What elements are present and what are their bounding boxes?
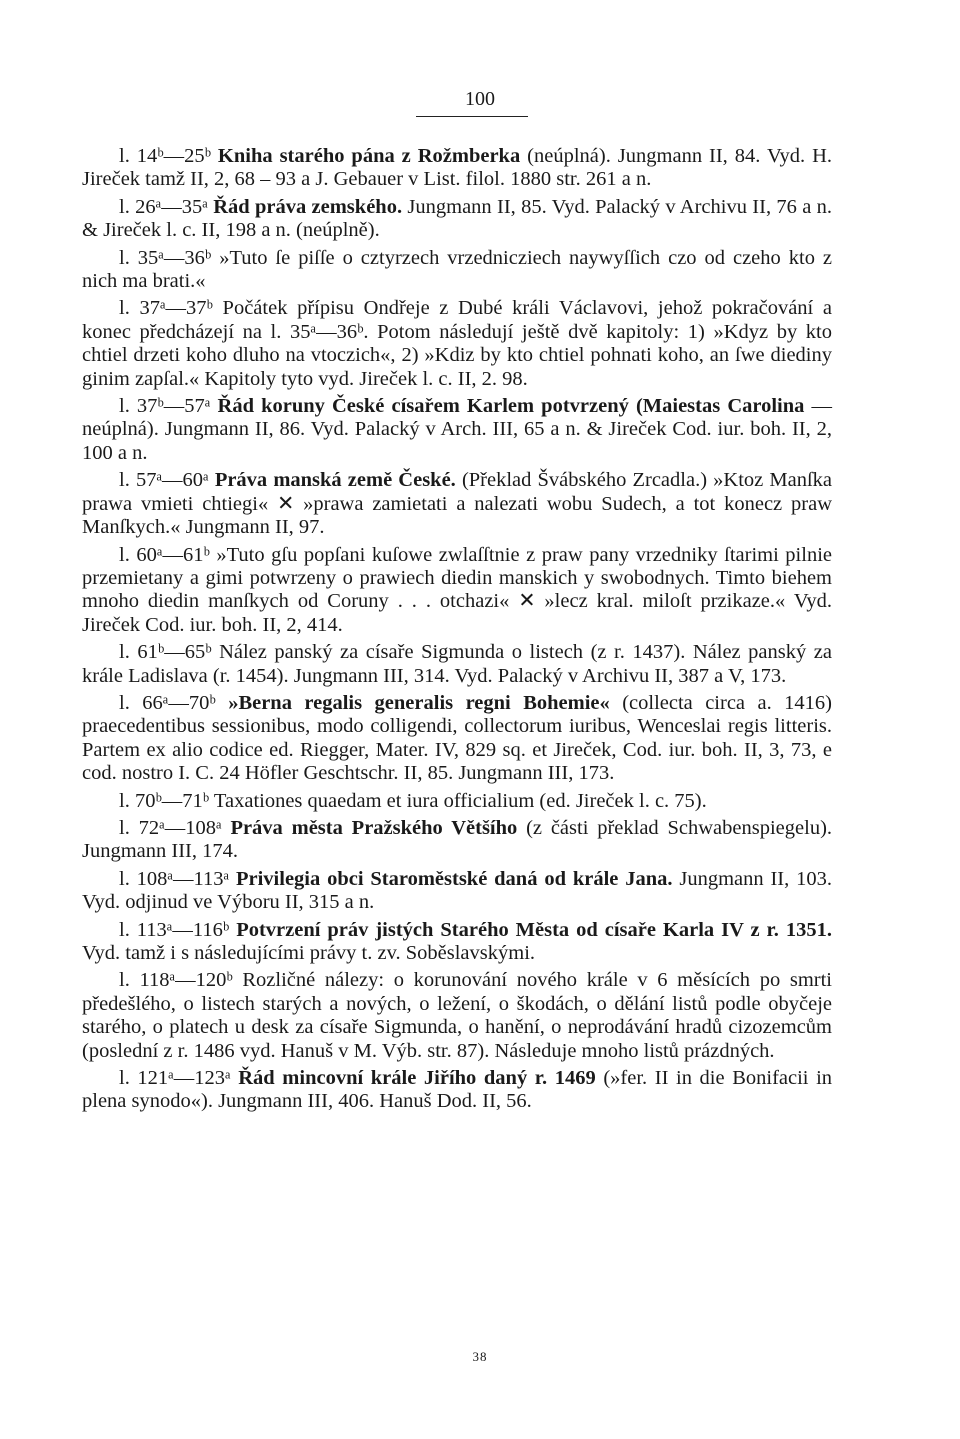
entry-text: Rozličné nálezy: o korunování nového krále v 6 měsících po smrti předešlého, o listech starých a nových, o ležení, o škodách, o dělání listů podle obyčeje starého, o platech u desk za císaře Sigmunda, o hanění, o neprodávání hradů cizozemcům (poslední z r. 1486 vyd. Hanuš v M. Výb. str. 87). Následuje mnoho listů prázdných.	[82, 969, 833, 1062]
folio-range: l. 14ᵇ—25ᵇ	[119, 145, 211, 167]
entry-title: Řád mincovní krále Jiřího daný r. 1469	[238, 1067, 596, 1090]
entry-title: Řád práva zemského.	[213, 195, 403, 218]
catalog-entry	[82, 641, 832, 688]
entry-text: Jungmann II, 85. Vyd. Palacký v Archivu II, 76 a n. & Jireček l. c. II, 198 a n. (neúplně).	[82, 195, 833, 242]
catalog-entry	[82, 395, 832, 465]
folio-range: l. 66ᵃ—70ᵇ	[119, 691, 216, 714]
catalog-entry	[82, 692, 832, 786]
folio-range: l. 113ᵃ—116ᵇ	[119, 918, 230, 941]
folio-range: l. 72ᵃ—108ᵃ	[119, 816, 222, 839]
entry-title: Práva manská země České.	[214, 469, 456, 492]
catalog-entry	[82, 196, 832, 243]
entry-title: Kniha starého pána z Rožmberka	[217, 145, 521, 167]
catalog-entry	[82, 790, 832, 813]
entry-text: (neúplná). Jungmann II, 84. Vyd. H. Jireček tamž II, 2, 68 – 93 a J. Gebauer v List. filol. 1880 str. 261 a n.	[82, 145, 832, 191]
entry-title: Řád koruny České císařem Karlem potvrzený (Maiestas Carolina	[217, 395, 805, 418]
entry-text: Vyd. tamž i s následujícími právy t. zv. Soběslavskými.	[82, 942, 536, 964]
catalog-entry	[82, 469, 832, 539]
entry-text: »Tuto gſu popſani kuſowe zwlaſſtnie z praw pany vrzedniky ſtarimi pilnie przemietany a gimi potwrzeny o prawiech diedin manskich y swobodnych. Timto biehem mnoho diedin manſkych od Coruny . . . otchazi« ✕ »lecz kral. miloſt przikaze.« Vyd. Jireček Cod. iur. boh. II, 2, 414.	[82, 543, 832, 636]
folio-range: l. 70ᵇ—71ᵇ	[119, 789, 210, 812]
entry-text: (collecta circa a. 1416) praecedentibus sessionibus, modo colligendi, collectorum iuribus, Wenceslai regis litteris. Partem ex alio codice ed. Riegger, Mater. IV, 829 sq. et Jireček, Cod. iur. boh. II, 3, 73, e cod. nostro I. C. 24 Höfler Geschtschr. II, 85. Jungmann III, 173.	[82, 691, 832, 785]
catalog-entry	[82, 969, 832, 1063]
entry-text: (»fer. II in die Bonifacii in plena synodo«). Jungmann III, 406. Hanuš Dod. II, 56.	[82, 1067, 833, 1113]
entry-title: »Berna regalis generalis regni Bohemie«	[228, 691, 610, 714]
folio-range: l. 37ᵇ—57ᵃ	[119, 395, 211, 418]
folio-range: l. 60ᵃ—61ᵇ	[119, 543, 210, 566]
entry-title: Privilegia obci Staroměstské daná od krále Jana.	[235, 867, 673, 890]
catalog-entry	[82, 297, 832, 391]
folio-range: l. 61ᵇ—65ᵇ	[119, 641, 212, 664]
page-number: 100	[465, 88, 495, 110]
entry-text: Jungmann II, 103. Vyd. odjinud ve Výboru II, 315 a n.	[82, 867, 832, 914]
entry-text: (Překlad Švábského Zrcadla.) »Ktoz Manſka prawa vmieti chtiegi« ✕ »prawa zamietati a nalezati wobu Sudech, a tot konecz praw Manſkych.« Jungmann II, 97.	[82, 469, 833, 539]
catalog-entry	[82, 868, 832, 915]
top-rule	[416, 116, 528, 117]
folio-range: l. 37ᵃ—37ᵇ	[119, 297, 213, 320]
entry-text: Nález panský za císaře Sigmunda o listech (z r. 1437). Nález panský za krále Ladislava (r. 1454). Jungmann III, 314. Vyd. Palacký v Archivu II, 387 a V, 173.	[82, 641, 832, 687]
folio-range: l. 121ᵃ—123ᵃ	[119, 1067, 231, 1090]
catalog-entry	[82, 1067, 832, 1114]
folio-range: l. 118ᵃ—120ᵇ	[119, 969, 233, 992]
entry-text: Počátek přípisu Ondřeje z Dubé králi Václavovi, jehož pokračování a konec předcházejí na l. 35ᵃ—36ᵇ. Potom následují ještě dvě kapitoly: 1) »Kdyz by kto chtiel drzeti koho dluho na vtoczich«, 2) »Kdiz by kto chtiel pohnati koho, an ſwe diediny ginim zapſal.« Kapitoly tyto vyd. Jireček l. c. II, 2. 98.	[82, 297, 832, 390]
folio-range: l. 57ᵃ—60ᵃ	[119, 469, 209, 492]
catalog-entry	[82, 817, 832, 864]
catalog-entry	[82, 919, 832, 966]
entry-title: Práva města Pražského Většího	[230, 816, 518, 839]
printer-signature: 38	[472, 1349, 488, 1364]
catalog-entry	[82, 145, 832, 192]
entry-text: Taxationes quaedam et iura officialium (ed. Jireček l. c. 75).	[213, 789, 707, 812]
folio-range: l. 26ᵃ—35ᵃ	[119, 195, 208, 218]
catalog-entry	[82, 544, 832, 638]
entry-text: (z části překlad Schwabenspiegelu). Jungmann III, 174.	[82, 816, 833, 863]
folio-range: l. 35ᵃ—36ᵇ	[119, 246, 212, 269]
entry-title: Potvrzení práv jistých Starého Města od císaře Karla IV z r. 1351.	[236, 918, 832, 941]
catalog-entry	[82, 247, 832, 294]
entry-text: »Tuto ſe piſſe o cztyrzech vrzednicziech naywyſſich czo od czeho kto z nich ma brati.«	[82, 246, 833, 293]
catalog-entries	[82, 145, 832, 1118]
folio-range: l. 108ᵃ—113ᵃ	[119, 867, 230, 890]
entry-text: — neúplná). Jungmann II, 86. Vyd. Palacký v Arch. III, 65 a n. & Jireček Cod. iur. boh. II, 2, 100 a n.	[82, 395, 833, 464]
